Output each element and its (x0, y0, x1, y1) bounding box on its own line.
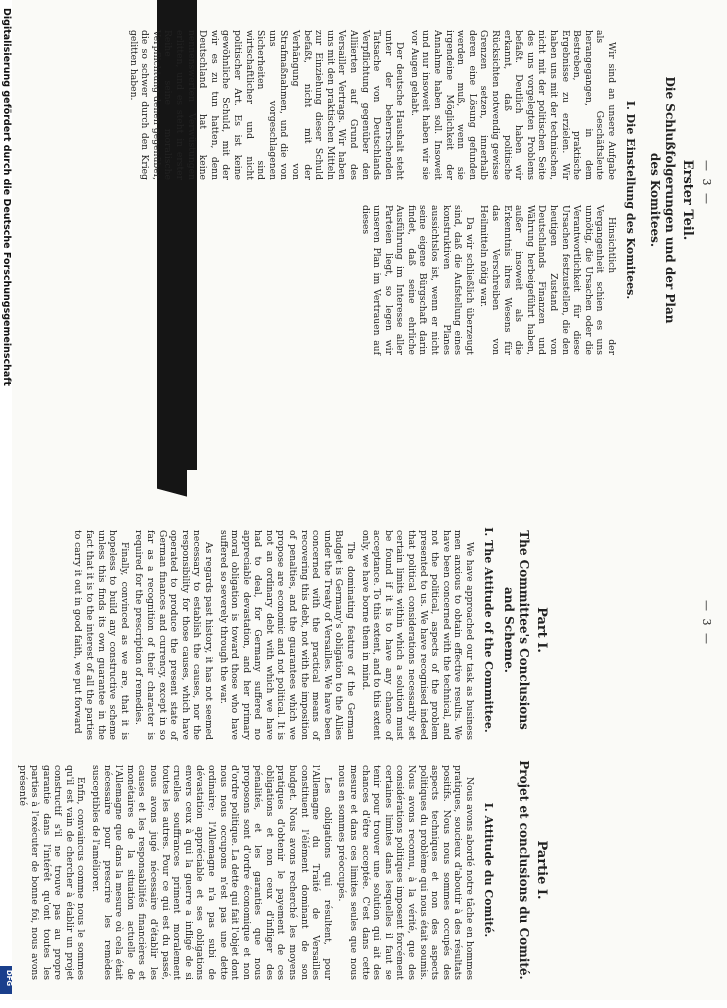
paragraph: Les obligations qui résultent, pour l'Allemagne du Traité de Versailles constituent l'élément dominant de son budget. Nous avons recherché les moyens pratiques d'obtenir le payement de ces obligations et non ceux d'infliger des pénalités, et les garanties que nous proposons sont d'ordre économique et non d'ordre politique. La dette qui fait l'objet dont nous nous occupons n'est pas une dette ordinaire; l'Allemagne n'a pas subi de dévastation appréciable et ses obligations envers ceux à qui la guerre a infligé de si cruelles souffrances priment moralement toutes les autres. Pour ce qui est du passé, nous avons jugé nécessaire d'établir les causes et les responsabilités financières et monétaires de la situation actuelle de l'Allemagne que dans la mesure où cela était nécessaire pour prescrire les remèdes susceptibles de l'améliorer. (90, 765, 333, 980)
part-title: Part I. (534, 607, 549, 653)
paragraph: Der deutsche Haushalt steht unter der beherrschenden Tatsache von Deutschlands Verpflichtung gegenüber den Alliierten auf Grund des Versailler Vertrags. Wir haben uns mit den praktischen Mitteln zur Einziehung dieser Schuld befaßt, nicht mit der Verhängung von Strafmaßnahmen, und die von uns vorgeschlagenen Sicherheiten sind wirtschaftlicher und nicht politischer Art. Es ist keine gewöhnliche Schuld, mit der wir es zu tun hatten, denn Deutschland hat keine nennenswerten Verwüstungen erlitten, und es steht in erster Reihe seine moralische Verpflichtung denen gegenüber, die so schwer durch den Krieg gelitten haben. (127, 30, 406, 180)
scan-shadow-wedge (157, 470, 187, 510)
section-title: I. The Attitude of the Committee. (482, 527, 495, 733)
dfg-logo-text: DFG (5, 969, 14, 987)
dfg-logo (0, 966, 12, 994)
subtitle: Projet et conclusions du Comité. (517, 760, 531, 980)
paragraph: Nous avons abordé notre tâche en hommes pratiques, soucieux d'aboutir à des résultats positifs. Nous nous sommes occupés des aspects techniques et non des aspects politiques du problème qui nous était soumis. Nous avons reconnu, à la vérité, que des considérations politiques imposent forcément certaines limites dans lesquelles il faut se tenir pour trouver une solution qui ait des chances d'être acceptée. C'est dans cette mesure et dans ces limites seules que nous nous en sommes préoccupés. (336, 765, 475, 980)
paragraph: We have approached our task as business men anxious to obtain effective results. We have been concerned with the technical, and not the political, aspects of the problem presented to us. We have recognised indeed that political considerations necessarily set certain limits within which a solution must be found if it is to have any chance of acceptance. To this extent, and to this extent only, we have borne them in mind. (359, 530, 475, 740)
subtitle-line: des Komitees. (648, 152, 662, 248)
subtitle-line: and Scheme. (502, 587, 516, 673)
part-title: Erster Teil. (680, 159, 695, 241)
page-number: — 3 — (700, 160, 713, 206)
paragraph: Hinsichtlich der Vergangenheit schien es uns unnötig, die Ursachen oder die Verantwortlichkeit für diese Ursachen festzustellen, die den heutigen Zustand von Deutschlands Finanzen und Währung herbeigeführt haben, außer insoweit als die Erkenntnis ihres Wesens für das Verschreiben von Heilmitteln nötig war. (478, 205, 617, 355)
subtitle (501, 520, 531, 740)
subtitle-line: Die Schlußfolgerungen und der Plan (663, 76, 677, 324)
paragraph: Finally, convinced as we are, that it is hopeless to build any constructive scheme unless this finds its own guarantee in the fact that it is to the interest of all the parties to carry it out in good faith, we put forward (72, 530, 130, 740)
paragraph: The dominating feature of the German Budget is Germany's obligation to the Allies under the Treaty of Versailles. We have been concerned with the practical means of recovering this debt, not with the imposition of penalties, and the guarantees which we propose are economic and not political. It is not an ordinary debt with which we have had to deal, for Germany suffered no appreciable devastation, and her primary moral obligation is toward those who have suffered so severely through the war. (217, 530, 357, 740)
text-column-english (72, 530, 475, 740)
paragraph: Da wir schließlich überzeugt sind, daß die Aufstellung eines konstruktiven Planes aussichtslos ist, wenn er nicht seine eigene Bürgschaft darin findet, daß seine ehrliche Ausführung im Interesse aller Parteien liegt, so legen wir unseren Plan im Vertrauen auf dieses (359, 205, 475, 355)
text-column-french (17, 765, 475, 980)
paragraph: As regards past history, it has not seemed necessary to establish the causes, nor the responsibility for those causes, which have operated to produce the present state of German finances and currency, except in so far as a recognition of their character is required for the prescription of remedies. (133, 530, 214, 740)
page-number: — 3 — (700, 600, 713, 646)
part-title: Partie I. (534, 840, 549, 900)
paragraph: Wir sind an unsere Aufgabe als Geschäftsleute herangegangen, in dem Bestreben, praktische Ergebnisse zu erzielen. Wir haben uns mit der technischen, nicht mit der politischen Seite des uns vorgelegten Problems befaßt. Deutlich haben wir erkannt, daß politische Rücksichten notwendig gewisse Grenzen setzen, innerhalb deren eine Lösung gefunden werden muß, wenn sie irgendeine Möglichkeit der Annahme haben soll. Insoweit und nur insoweit haben wir sie vor Augen gehabt. (408, 30, 617, 180)
paragraph: Enfin, convaincus comme nous le sommes qu'il est vain de chercher à établir un projet constructif s'il ne trouve pas au propre garantie dans l'intérêt qu'ont toutes les parties à l'exécuter de bonne foi, nous avons présenté (17, 765, 87, 980)
section-title: I. Attitude du Comité. (482, 802, 495, 938)
text-column-right (287, 205, 617, 355)
footer-text: Digitalisierung gefördert durch die Deutsche Forschungsgemeinschaft (1, 8, 12, 386)
subtitle-line: The Committee's Conclusions (517, 530, 531, 730)
digitization-footer (0, 0, 12, 1000)
subtitle (647, 40, 677, 360)
section-title: I. Die Einstellung des Komitees. (624, 100, 637, 300)
text-column-left (127, 30, 617, 180)
